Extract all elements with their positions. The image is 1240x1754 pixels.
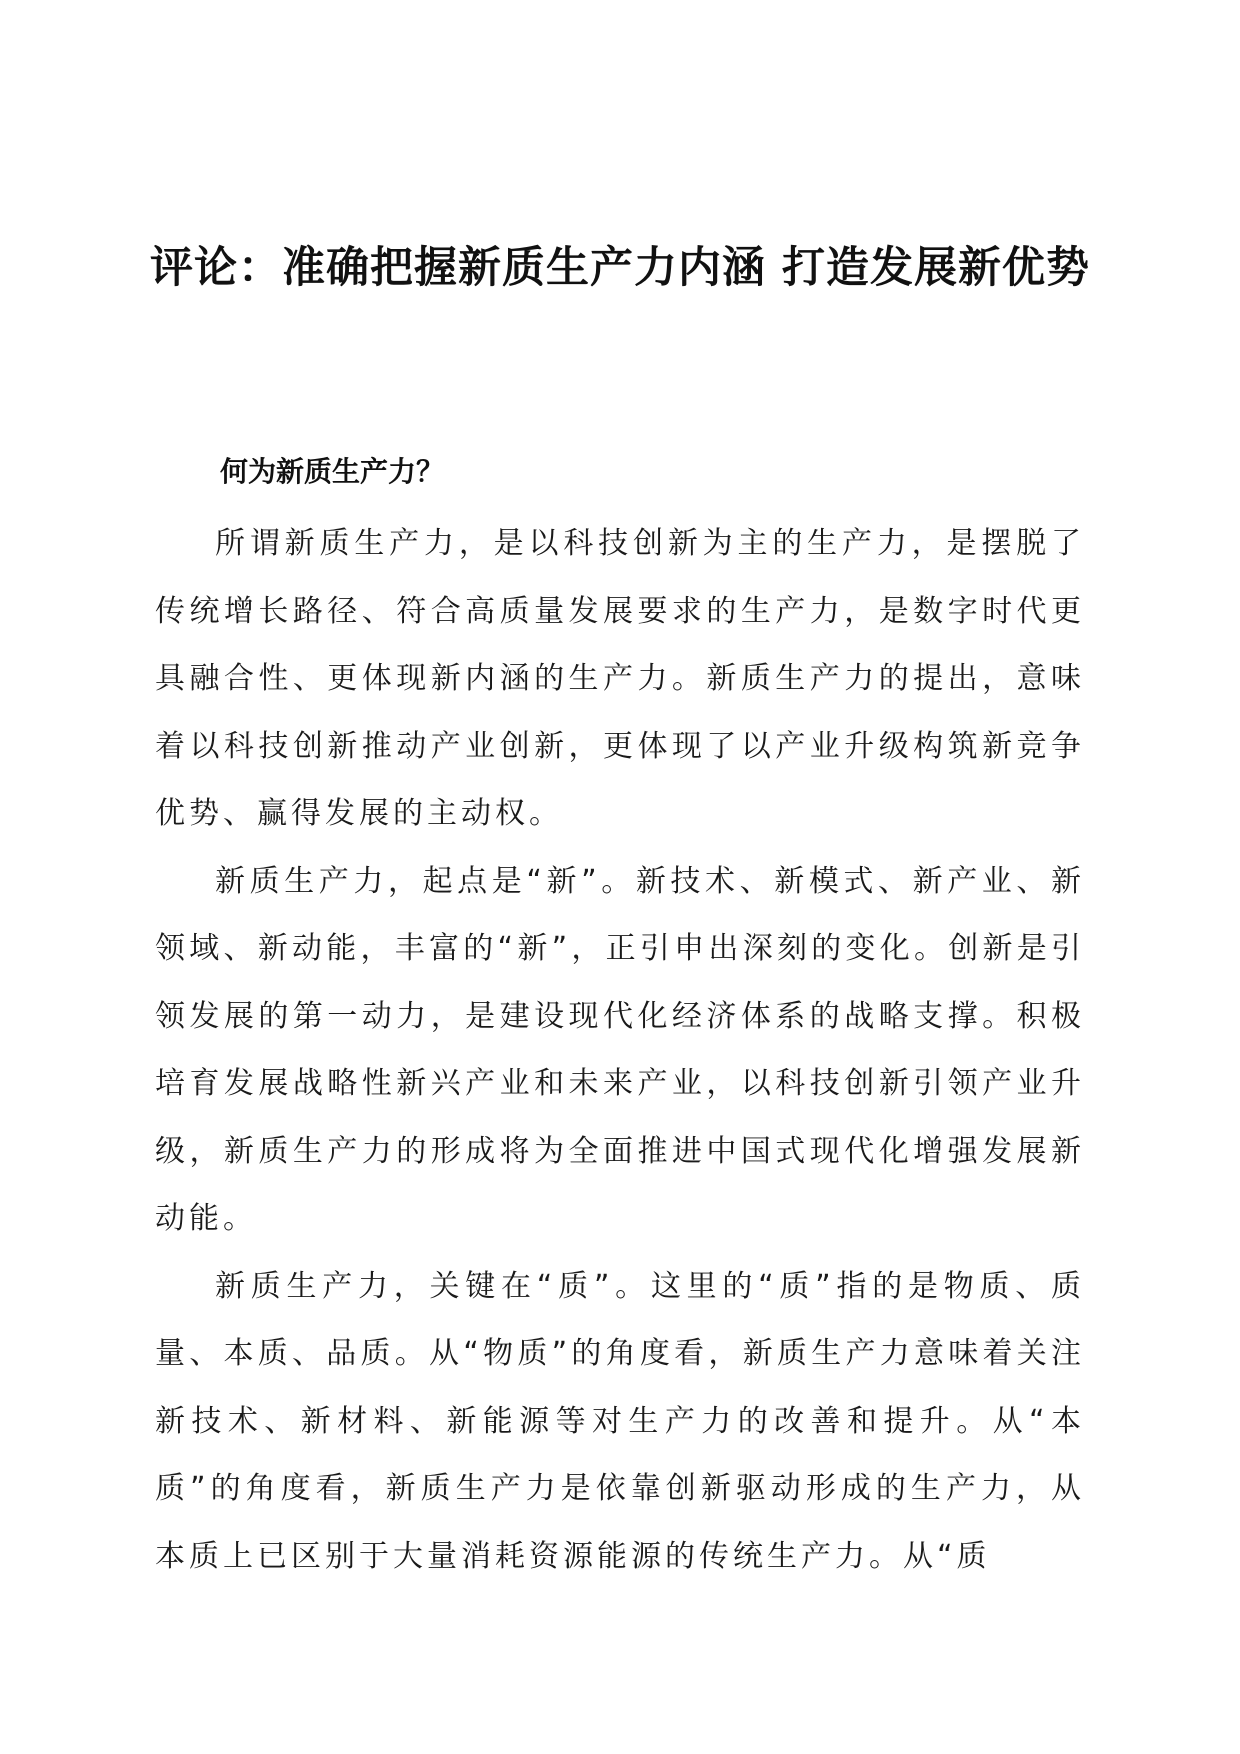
section-heading: 何为新质生产力？ — [220, 455, 445, 488]
paragraph-3: 新质生产力，关键在“质”。这里的“质”指的是物质、质量、本质、品质。从“物质”的角度看，新质生产力意味着关注新技术、新材料、新能源等对生产力的改善和提升。从“本质”的角度看，新质生产力是依靠创新驱动形成的生产力，从本质上已区别于大量消耗资源能源的传统生产力。从“质 — [155, 1268, 1085, 1574]
paragraph-2: 新质生产力，起点是“新”。新技术、新模式、新产业、新领域、新动能，丰富的“新”，正引申出深刻的变化。创新是引领发展的第一动力，是建设现代化经济体系的战略支撑。积极培育发展战略性新兴产业和未来产业，以科技创新引领产业升级，新质生产力的形成将为全面推进中国式现代化增强发展新动能。 — [155, 863, 1085, 1236]
article-body — [155, 510, 1085, 1590]
paragraph-1: 所谓新质生产力，是以科技创新为主的生产力，是摆脱了传统增长路径、符合高质量发展要求的生产力，是数字时代更具融合性、更体现新内涵的生产力。新质生产力的提出，意味着以科技创新推动产业创新，更体现了以产业升级构筑新竞争优势、赢得发展的主动权。 — [155, 526, 1085, 831]
article-title: 评论：准确把握新质生产力内涵 打造发展新优势 — [150, 243, 1090, 293]
